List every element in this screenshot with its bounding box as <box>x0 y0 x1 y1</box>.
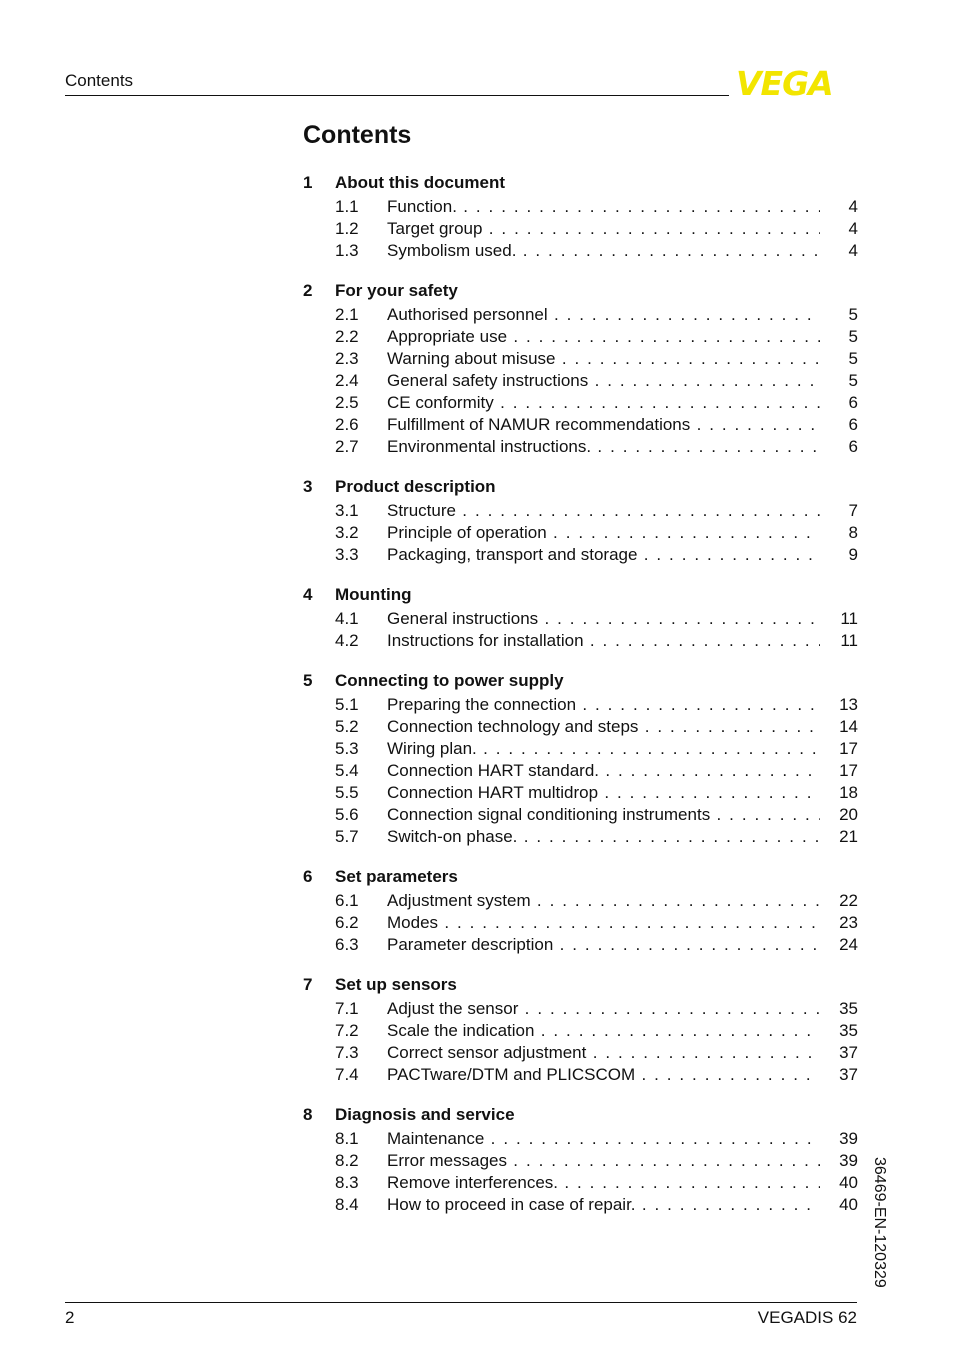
section-title: About this document <box>335 173 505 192</box>
section-number: 4 <box>303 585 313 604</box>
section-title: Product description <box>335 477 496 496</box>
toc-entry[interactable] <box>303 912 859 934</box>
table-of-contents <box>303 170 859 1232</box>
toc-section <box>303 170 859 262</box>
toc-entry[interactable] <box>303 414 859 436</box>
toc-entry[interactable] <box>303 782 859 804</box>
section-number: 2 <box>303 281 313 300</box>
toc-entry[interactable] <box>303 716 859 738</box>
entry-page: 24 <box>839 935 858 954</box>
entry-number: 5.7 <box>335 827 359 846</box>
toc-entry[interactable] <box>303 1194 859 1216</box>
entry-title: Remove interferences. . . . <box>387 1173 820 1193</box>
entry-number: 6.3 <box>335 935 359 954</box>
entry-number: 7.4 <box>335 1065 359 1084</box>
entry-title: Adjustment system . . . <box>387 891 820 911</box>
entry-page: 6 <box>848 437 858 456</box>
entry-page: 11 <box>840 609 858 628</box>
toc-entry[interactable] <box>303 804 859 826</box>
entry-number: 2.6 <box>335 415 359 434</box>
toc-entry[interactable] <box>303 348 859 370</box>
entry-number: 7.1 <box>335 999 359 1018</box>
entry-number: 8.1 <box>335 1129 359 1148</box>
entry-page: 17 <box>839 739 858 758</box>
section-number: 7 <box>303 975 313 994</box>
entry-page: 5 <box>848 305 858 324</box>
entry-page: 8 <box>848 523 858 542</box>
entry-number: 5.3 <box>335 739 359 758</box>
toc-entry[interactable] <box>303 998 859 1020</box>
toc-entry[interactable] <box>303 890 859 912</box>
entry-title: Maintenance . . . <box>387 1129 820 1149</box>
entry-title: Switch-on phase. . . . <box>387 827 820 847</box>
toc-entry[interactable] <box>303 760 859 782</box>
toc-section <box>303 278 859 458</box>
entry-page: 37 <box>839 1065 858 1084</box>
entry-page: 5 <box>848 349 858 368</box>
entry-page: 40 <box>839 1173 858 1192</box>
entry-title: Connection signal conditioning instruments . . . <box>387 805 820 825</box>
entry-number: 7.2 <box>335 1021 359 1040</box>
entry-number: 2.4 <box>335 371 359 390</box>
toc-entry[interactable] <box>303 630 859 652</box>
entry-page: 35 <box>839 1021 858 1040</box>
entry-page: 20 <box>839 805 858 824</box>
entry-title: Structure . . . <box>387 501 820 521</box>
entry-title: General instructions . . . <box>387 609 820 629</box>
toc-entry[interactable] <box>303 694 859 716</box>
toc-section-heading[interactable] <box>303 278 859 304</box>
entry-page: 6 <box>848 393 858 412</box>
toc-section <box>303 972 859 1086</box>
entry-number: 1.1 <box>335 197 359 216</box>
entry-title: Packaging, transport and storage . . . <box>387 545 820 565</box>
entry-page: 6 <box>848 415 858 434</box>
section-title: Set parameters <box>335 867 458 886</box>
entry-number: 8.2 <box>335 1151 359 1170</box>
entry-page: 18 <box>839 783 858 802</box>
toc-entry[interactable] <box>303 218 859 240</box>
entry-title: Environmental instructions. . . . <box>387 437 820 457</box>
toc-section <box>303 864 859 956</box>
section-title: Set up sensors <box>335 975 457 994</box>
toc-entry[interactable] <box>303 196 859 218</box>
entry-page: 13 <box>839 695 858 714</box>
entry-page: 7 <box>848 501 858 520</box>
entry-title: Instructions for installation . . . <box>387 631 820 651</box>
entry-title: Connection HART standard. . . . <box>387 761 820 781</box>
section-title: Diagnosis and service <box>335 1105 515 1124</box>
entry-title: General safety instructions . . . <box>387 371 820 391</box>
entry-number: 7.3 <box>335 1043 359 1062</box>
entry-number: 2.1 <box>335 305 359 324</box>
entry-title: Parameter description . . . <box>387 935 820 955</box>
toc-entry[interactable] <box>303 934 859 956</box>
entry-number: 2.5 <box>335 393 359 412</box>
entry-page: 4 <box>848 219 858 238</box>
entry-number: 2.2 <box>335 327 359 346</box>
toc-entry[interactable] <box>303 738 859 760</box>
toc-section-heading[interactable] <box>303 582 859 608</box>
toc-entry[interactable] <box>303 1172 859 1194</box>
entry-page: 9 <box>848 545 858 564</box>
toc-entry[interactable] <box>303 304 859 326</box>
entry-page: 21 <box>839 827 858 846</box>
header-rule <box>65 95 729 96</box>
entry-title: Wiring plan. . . . <box>387 739 820 759</box>
entry-title: Fulfillment of NAMUR recommendations . . . <box>387 415 820 435</box>
toc-entry[interactable] <box>303 544 859 566</box>
toc-section-heading[interactable] <box>303 668 859 694</box>
toc-section-heading[interactable] <box>303 1102 859 1128</box>
section-number: 5 <box>303 671 313 690</box>
entry-title: Correct sensor adjustment . . . <box>387 1043 820 1063</box>
toc-entry[interactable] <box>303 522 859 544</box>
footer-product-name: VEGADIS 62 <box>757 1308 857 1327</box>
entry-title: Error messages . . . <box>387 1151 820 1171</box>
toc-section-heading[interactable] <box>303 864 859 890</box>
entry-title: PACTware/DTM and PLICSCOM . . . <box>387 1065 820 1085</box>
entry-title: Connection technology and steps . . . <box>387 717 820 737</box>
entry-page: 22 <box>839 891 858 910</box>
entry-number: 8.4 <box>335 1195 359 1214</box>
entry-number: 8.3 <box>335 1173 359 1192</box>
entry-title: Principle of operation . . . <box>387 523 820 543</box>
entry-title: How to proceed in case of repair. . . . <box>387 1195 820 1215</box>
entry-page: 37 <box>839 1043 858 1062</box>
section-number: 3 <box>303 477 313 496</box>
section-number: 8 <box>303 1105 313 1124</box>
toc-entry[interactable] <box>303 326 859 348</box>
entry-number: 4.1 <box>335 609 359 628</box>
section-number: 1 <box>303 173 313 192</box>
toc-entry[interactable] <box>303 608 859 630</box>
entry-page: 35 <box>839 999 858 1018</box>
footer-rule <box>65 1302 857 1303</box>
entry-number: 3.1 <box>335 501 359 520</box>
entry-title: Symbolism used. . . . <box>387 241 820 261</box>
entry-page: 14 <box>839 717 858 736</box>
toc-entry[interactable] <box>303 392 859 414</box>
toc-entry[interactable] <box>303 1150 859 1172</box>
document-number: 36469-EN-120329 <box>871 1157 888 1288</box>
toc-entry[interactable] <box>303 1020 859 1042</box>
toc-section <box>303 668 859 848</box>
entry-number: 1.3 <box>335 241 359 260</box>
toc-entry[interactable] <box>303 1128 859 1150</box>
entry-page: 5 <box>848 327 858 346</box>
toc-section-heading[interactable] <box>303 474 859 500</box>
entry-title: Scale the indication . . . <box>387 1021 820 1041</box>
entry-number: 5.5 <box>335 783 359 802</box>
toc-entry[interactable] <box>303 500 859 522</box>
toc-entry[interactable] <box>303 1064 859 1086</box>
entry-number: 5.2 <box>335 717 359 736</box>
entry-number: 2.3 <box>335 349 359 368</box>
entry-page: 4 <box>848 241 858 260</box>
section-title: Mounting <box>335 585 412 604</box>
toc-entry[interactable] <box>303 370 859 392</box>
toc-entry[interactable] <box>303 1042 859 1064</box>
entry-number: 5.6 <box>335 805 359 824</box>
entry-page: 39 <box>839 1129 858 1148</box>
entry-page: 23 <box>839 913 858 932</box>
entry-number: 3.3 <box>335 545 359 564</box>
footer-page-number: 2 <box>65 1308 75 1327</box>
entry-number: 6.2 <box>335 913 359 932</box>
running-header: Contents <box>65 71 134 90</box>
entry-title: Warning about misuse . . . <box>387 349 820 369</box>
entry-number: 1.2 <box>335 219 359 238</box>
toc-entry[interactable] <box>303 240 859 262</box>
page-title: Contents <box>303 121 412 149</box>
entry-page: 11 <box>840 631 858 650</box>
entry-title: Function. . . . <box>387 197 820 217</box>
vega-logo <box>736 66 858 98</box>
entry-number: 5.1 <box>335 695 359 714</box>
entry-page: 5 <box>848 371 858 390</box>
entry-page: 4 <box>848 197 858 216</box>
entry-number: 2.7 <box>335 437 359 456</box>
vega-logo-text: VEGA <box>736 66 833 98</box>
entry-number: 6.1 <box>335 891 359 910</box>
entry-title: Appropriate use . . . <box>387 327 820 347</box>
toc-section-heading[interactable] <box>303 170 859 196</box>
entry-number: 5.4 <box>335 761 359 780</box>
toc-section <box>303 582 859 652</box>
entry-title: Modes . . . <box>387 913 820 933</box>
section-title: Connecting to power supply <box>335 671 564 690</box>
section-title: For your safety <box>335 281 458 300</box>
toc-entry[interactable] <box>303 826 859 848</box>
entry-page: 39 <box>839 1151 858 1170</box>
section-number: 6 <box>303 867 313 886</box>
toc-section-heading[interactable] <box>303 972 859 998</box>
entry-number: 3.2 <box>335 523 359 542</box>
entry-page: 40 <box>839 1195 858 1214</box>
toc-section <box>303 1102 859 1216</box>
entry-title: Adjust the sensor . . . <box>387 999 820 1019</box>
toc-section <box>303 474 859 566</box>
entry-title: Connection HART multidrop . . . <box>387 783 820 803</box>
entry-page: 17 <box>839 761 858 780</box>
toc-entry[interactable] <box>303 436 859 458</box>
entry-title: Target group . . . <box>387 219 820 239</box>
entry-title: Preparing the connection . . . <box>387 695 820 715</box>
entry-title: Authorised personnel . . . <box>387 305 820 325</box>
entry-title: CE conformity . . . <box>387 393 820 413</box>
entry-number: 4.2 <box>335 631 359 650</box>
